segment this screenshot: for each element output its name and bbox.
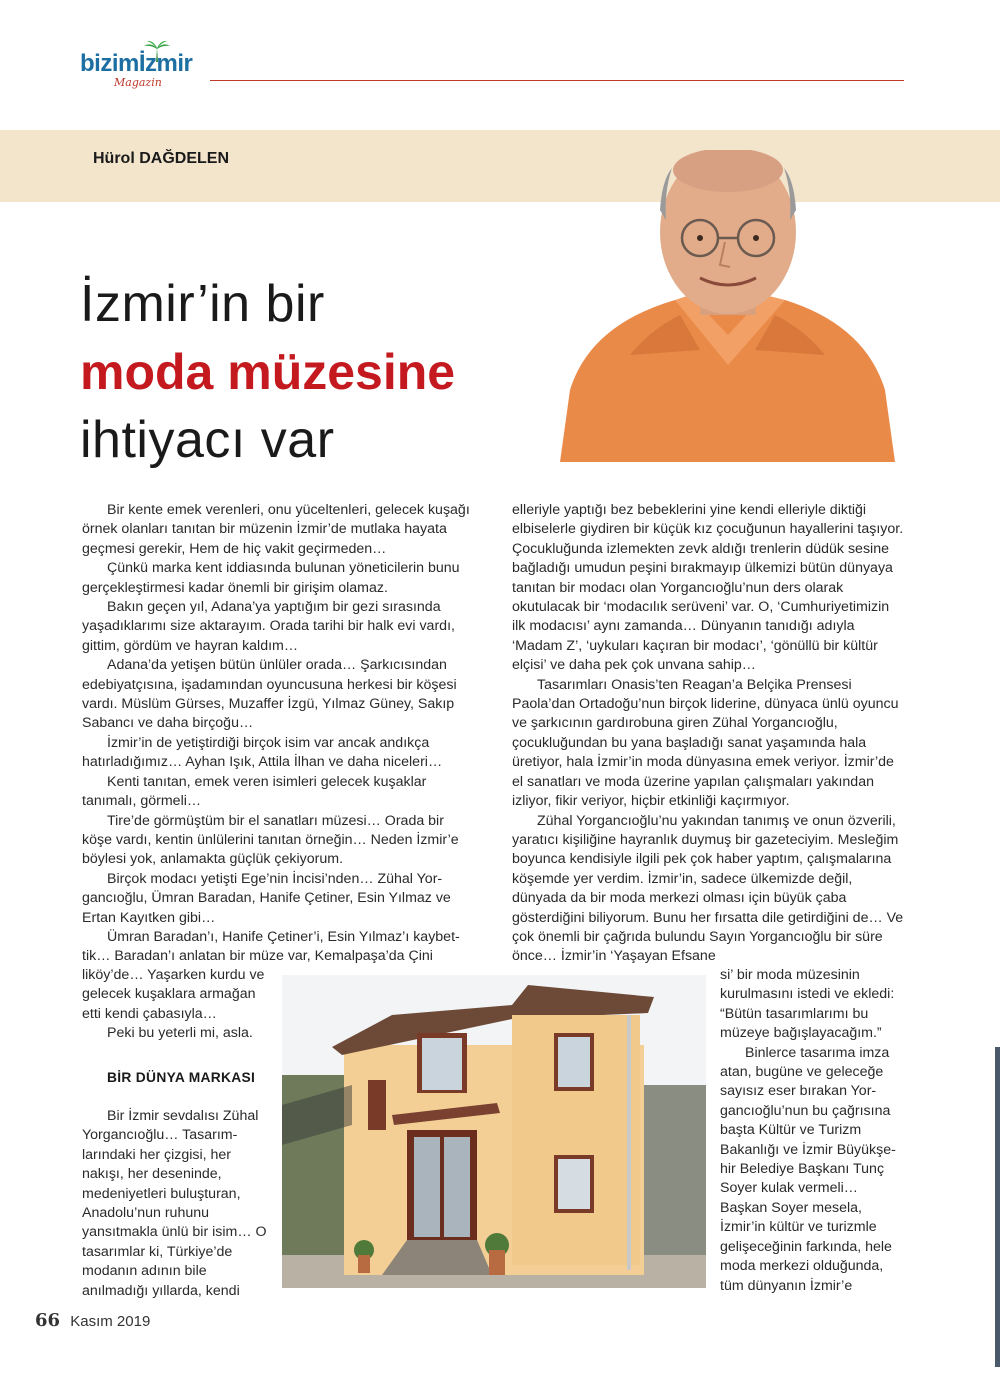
paragraph: Kenti tanıtan, emek veren isimleri gelecek kuşaklar tanımalı, görmeli…: [82, 773, 427, 810]
logo-wordmark: bizimİzmir: [80, 50, 193, 77]
article-headline: [80, 270, 560, 474]
headline-line-2: moda müzesine: [80, 344, 456, 400]
issue-date: Kasım 2019: [70, 1313, 151, 1330]
right-column: [512, 501, 904, 967]
author-portrait: [560, 150, 895, 462]
paragraph: Bir kente emek verenleri, onu yüceltenleri, gelecek kuşağı örnek olanları tanıtan bir müzenin İzmir’de mutlaka hayata geçmesi gerekir, Hem de hiç vakit geçirmeden…: [82, 502, 470, 557]
headline-line-1: İzmir’in bir: [80, 275, 325, 333]
page-number: 66: [35, 1310, 61, 1331]
paragraph: Bakın geçen yıl, Adana’ya yaptığım bir gezi sırasında yaşadıklarımı size aktarayım. Orada tarihi bir halk evi vardı, gittim, gördüm ve hayran kaldım…: [82, 599, 455, 654]
paragraph: Bir İzmir sevdalısı Zühal Yorgancıoğlu… Tasarımlarındaki her çizgisi, her nakışı, her deseninde, medeniyetleri buluşturan, Anadolu’nun ruhunu yansıtmakla ünlü bir isim… O tasarımlar ki, Türkiye’de modanın adının bile anılmadığı yıllarda, kendi: [82, 1108, 267, 1299]
right-column-narrow: [720, 966, 904, 1296]
paragraph: Adana’da yetişen bütün ünlüler orada… Şarkıcısından edebiyatçısına, işadamından oyuncusuna herkesi bir köşesi vardı. Müslüm Gürses, Muzaffer İzgü, Yılmaz Güney, Sakıp Sabancı ve daha birçoğu…: [82, 657, 457, 732]
paragraph-continuation: elleriyle yaptığı bez bebeklerini yine kendi elleriyle diktiği elbiselerle giydiren bir küçük kız çocuğunun hayallerini taşıyor. Çocukluğunda izlemekten zevk aldığı trenlerin düdük sesine bağladığı umudun peşini bırakmayıp ülkemizi bütün dünyaya tanıtan bir modacı olan Yorgancıoğlu’nun ders olarak okutulacak bir ‘modacılık serüveni’ var. O, ‘Cumhuriyetimizin ilk modacısı’ aynı zamanda… Dünyanın tanıdığı adıyla ‘Madam Z’, ‘uykuları kaçıran bir modacı’, ‘gönüllü bir kültür elçisi’ ve daha pek çok unvana sahip…: [512, 502, 904, 674]
paragraph: Binlerce tasarıma imza atan, bugüne ve geleceğe sayısız eser bırakan Yorgancıoğlu’nun bu çağrısına başta Kültür ve Turizm Bakanlığı ve İzmir Büyükşehir Belediye Başkanı Tunç Soyer kulak vermeli…: [720, 1044, 896, 1197]
section-subheading: BİR DÜNYA MARKASI: [107, 1069, 256, 1085]
author-name: Hürol DAĞDELEN: [93, 150, 229, 167]
paragraph-continuation: liköy’de… Yaşarken kurdu ve gelecek kuşaklara armağan etti kendi çabasıyla…: [82, 967, 265, 1022]
paragraph: Çünkü marka kent iddiasında bulunan yöneticilerin bunu gerçekleştirmesi kadar önemli bir girişim olamaz.: [82, 560, 460, 596]
paragraph: Ümran Baradan’ı, Hanife Çetiner’i, Esin Yılmaz’ı kaybettik… Baradan’ı anlatan bir müze var, Kemalpaşa’da Çini: [82, 928, 460, 965]
paragraph-continuation: si’ bir moda müzesinin kurulmasını istedi ve ekledi: “Bütün tasarımlarımı bu müzeye bağışlayacağım.”: [720, 967, 895, 1042]
magazine-logo: [80, 50, 220, 94]
paragraph: Peki bu yeterli mi, asla.: [107, 1025, 253, 1042]
page-footer: [35, 1310, 150, 1331]
left-column-narrow: [82, 966, 272, 1301]
left-column: [82, 501, 474, 967]
paragraph: Tire’de görmüştüm bir el sanatları müzesi… Orada bir köşe vardı, kentin ünlülerini tanıtan örneğin… Neden İzmir’e böylesi yok, anlamakta güçlük çekiyorum.: [82, 812, 459, 868]
header-divider: [210, 80, 904, 81]
paragraph-continuation: Başkan Soyer mesela, İzmir’in kültür ve turizmle gelişeceğinin farkında, hele moda merkezi olduğunda, tüm dünyanın İzmir’e: [720, 1199, 892, 1294]
paragraph: İzmir’in de yetiştirdiği birçok isim var ancak andıkça hatırladığımız… Ayhan Işık, Attila İlhan ve daha niceleri…: [82, 734, 443, 771]
paragraph: Birçok modacı yetişti Ege’nin İncisi’nden… Zühal Yorgancıoğlu, Ümran Baradan, Hanife Çetiner, Esin Yılmaz ve Ertan Kayıtken gibi…: [82, 870, 451, 926]
house-photo: [282, 975, 706, 1288]
logo-subtitle: Magazin: [114, 76, 162, 89]
headline-line-3: ihtiyacı var: [80, 411, 335, 469]
paragraph: Zühal Yorgancıoğlu’nu yakından tanımış ve onun özverili, yaratıcı kişiliğine hayranlık duymuş bir gazeteciyim. Mesleğim boyunca kendisiyle ilgili pek çok haber yaptım, çalışmalarına köşemde yer verdim. İzmir’in, sadece ülkemizde değil, dünyada da bir moda merkezi olması için büyük çaba gösterdiğini biliyorum. Bunu her fırsatta dile getirdiğini de… Ve çok önemli bir çağrıda bulundu Sayın Yorgancıoğlu bir süre önce… İzmir’in ‘Yaşayan Efsane: [512, 812, 904, 965]
page-edge-strip: [995, 1047, 1000, 1367]
paragraph: Tasarımları Onasis’ten Reagan’a Belçika Prensesi Paola’dan Ortadoğu’nun birçok liderine, dünyaca ünlü oyuncu ve şarkıcının gardırobuna giren Zühal Yorgancıoğlu, çocukluğundan bu yana başladığı sanat yaşamında hala üretiyor, hala İzmir’in moda dünyasına emek veriyor. İzmir’de el sanatları ve moda üzerine yapılan çalışmaları yakından izliyor, fikir veriyor, hiçbir etkinliği kaçırmıyor.: [512, 676, 899, 810]
